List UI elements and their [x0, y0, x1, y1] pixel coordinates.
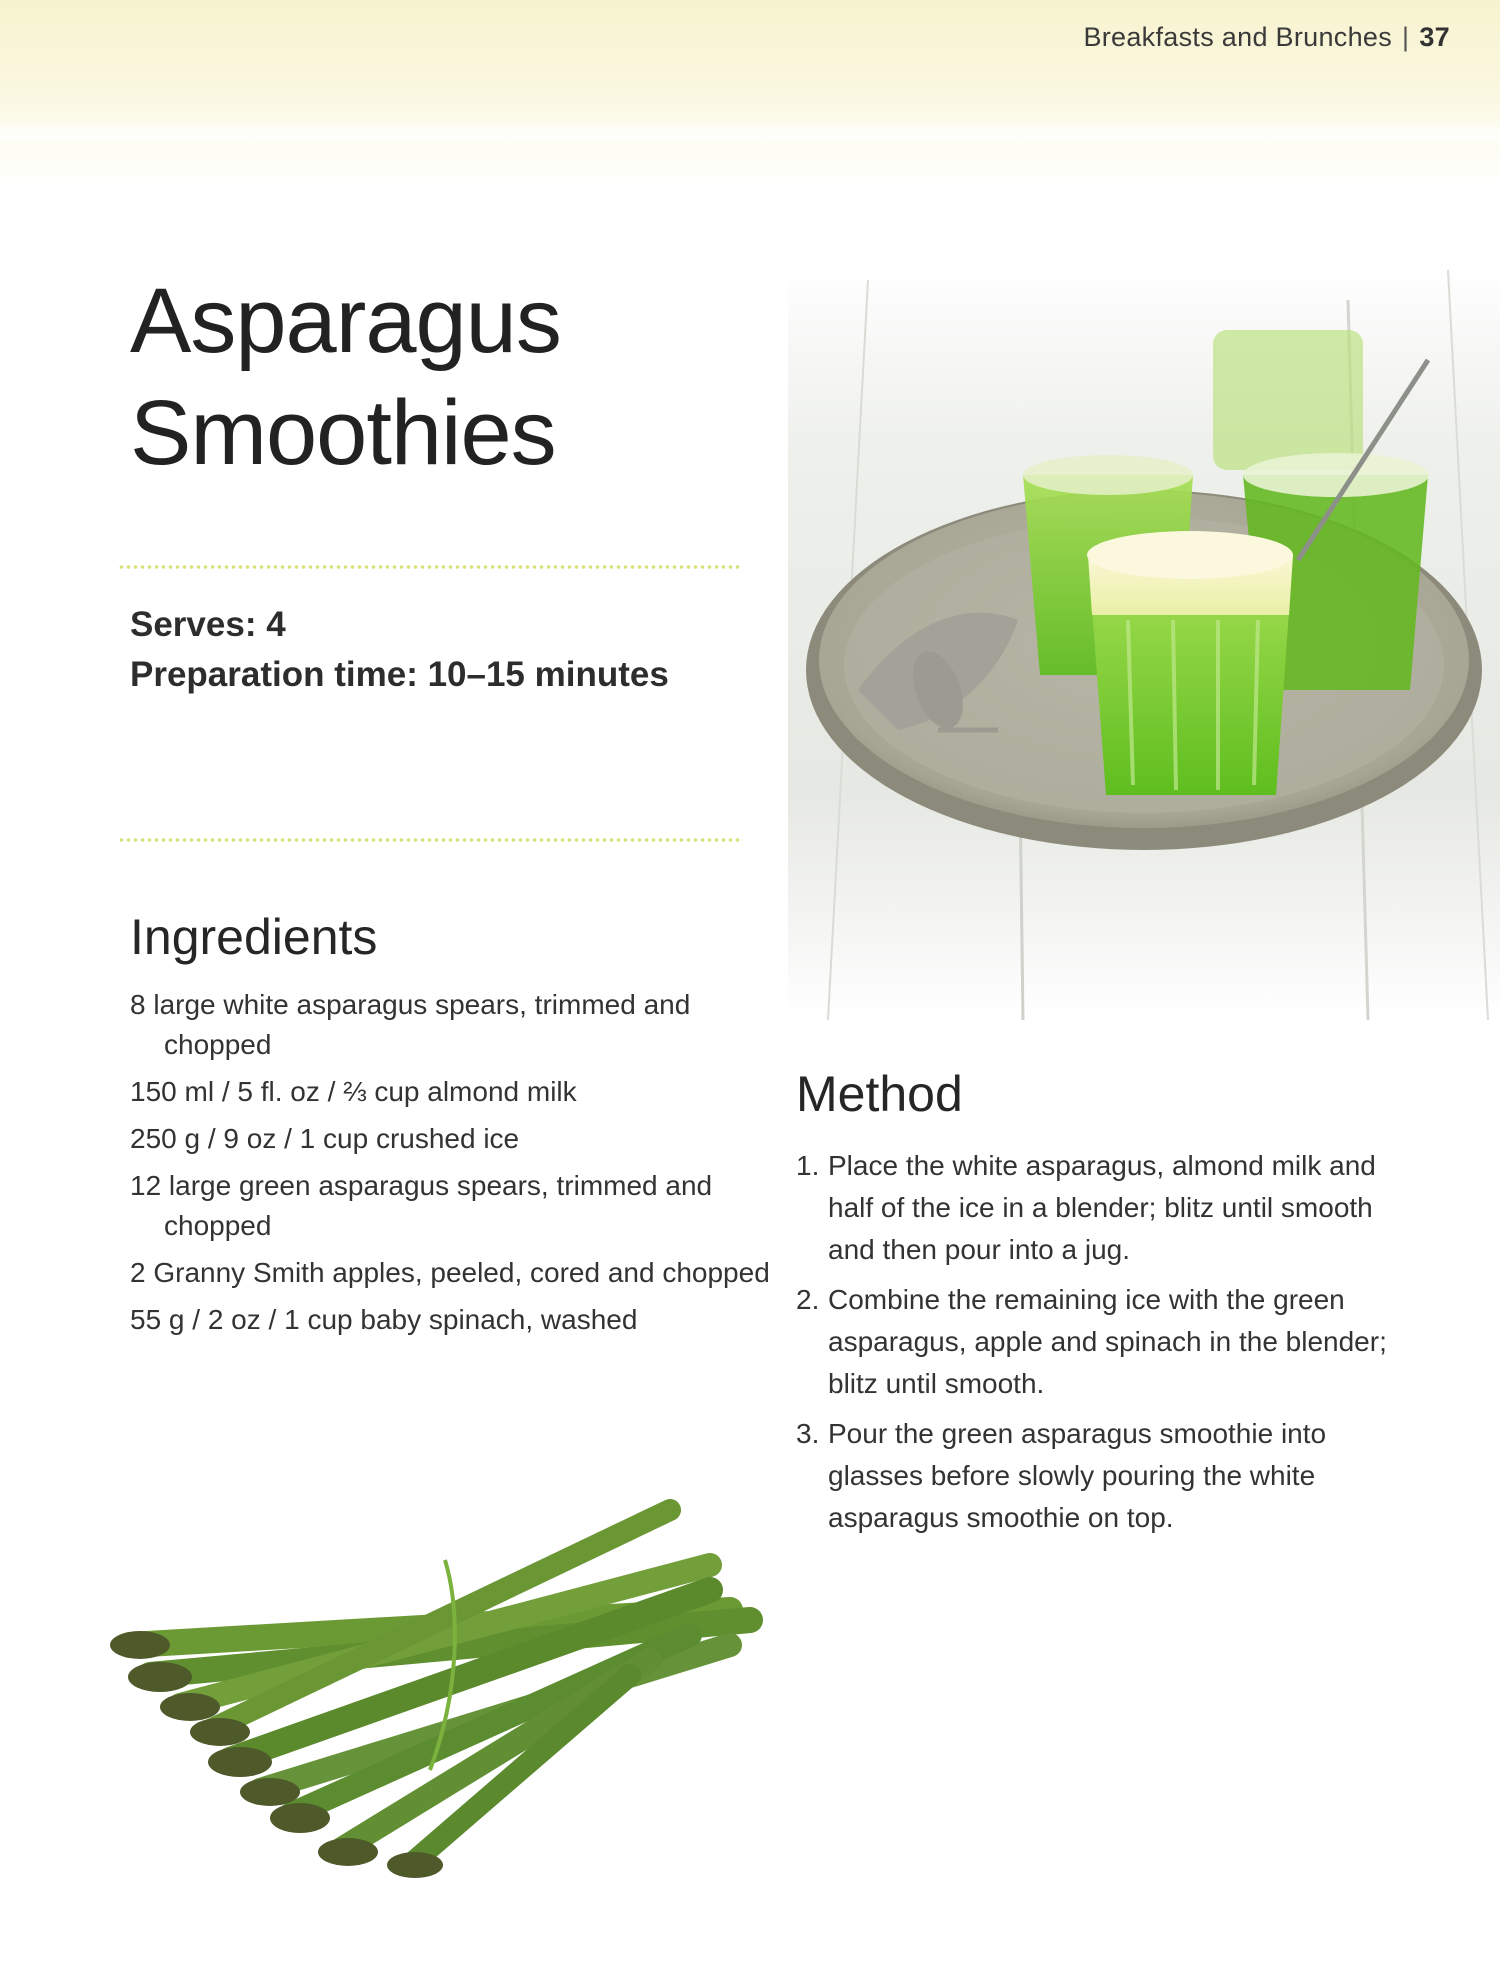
method-step	[796, 1145, 1416, 1271]
section-name: Breakfasts and Brunches	[1083, 22, 1393, 52]
page-number: 37	[1419, 22, 1450, 52]
ingredient-item: 55 g / 2 oz / 1 cup baby spinach, washed	[130, 1304, 638, 1335]
recipe-title-line-1: Asparagus	[130, 270, 561, 372]
step-number: 1.	[796, 1150, 820, 1181]
step-number: 2.	[796, 1284, 820, 1315]
ingredient-item: 250 g / 9 oz / 1 cup crushed ice	[130, 1123, 520, 1154]
asparagus-photo	[110, 1470, 770, 1880]
step-text: Pour the green asparagus smoothie into glasses before slowly pouring the white asparagus smoothie on top.	[828, 1418, 1327, 1533]
ingredient-item: 150 ml / 5 fl. oz / ⅔ cup almond milk	[130, 1076, 577, 1107]
prep-time: Preparation time: 10–15 minutes	[130, 655, 669, 694]
ingredients-heading: Ingredients	[130, 909, 378, 965]
method-heading: Method	[796, 1066, 963, 1122]
divider-bottom	[118, 838, 743, 842]
divider-top	[118, 565, 743, 569]
ingredient-item: 8 large white asparagus spears, trimmed and chopped	[130, 989, 691, 1060]
recipe-title-line-2: Smoothies	[130, 382, 556, 484]
method-step	[796, 1413, 1416, 1539]
ingredients-list	[130, 985, 770, 1347]
recipe-meta	[130, 600, 669, 700]
method-step	[796, 1279, 1416, 1405]
running-head	[1083, 22, 1450, 53]
ingredient-item: 2 Granny Smith apples, peeled, cored and chopped	[130, 1257, 770, 1288]
serves: Serves: 4	[130, 605, 286, 644]
step-text: Combine the remaining ice with the green asparagus, apple and spinach in the blender; blitz until smooth.	[828, 1284, 1387, 1399]
step-text: Place the white asparagus, almond milk and half of the ice in a blender; blitz until smooth and then pour into a jug.	[828, 1150, 1376, 1265]
step-number: 3.	[796, 1418, 820, 1449]
ingredient-item: 12 large green asparagus spears, trimmed and chopped	[130, 1170, 713, 1241]
method-list	[796, 1145, 1416, 1547]
recipe-title	[130, 265, 561, 489]
smoothie-photo	[788, 260, 1500, 1020]
header-separator: |	[1402, 22, 1410, 52]
